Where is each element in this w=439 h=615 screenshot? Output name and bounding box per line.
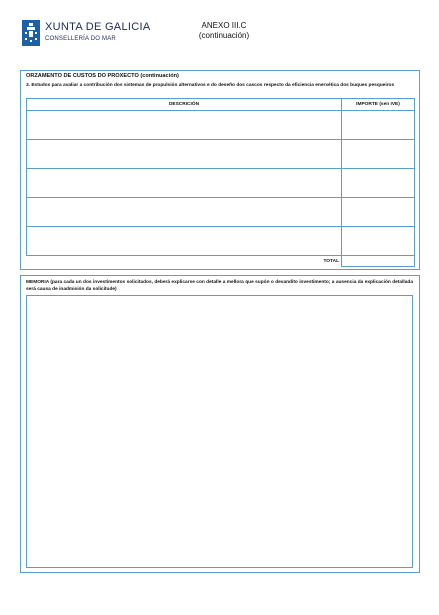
table-row — [27, 227, 415, 256]
brand-subtitle: CONSELLERÍA DO MAR — [45, 36, 116, 42]
table-row — [27, 140, 415, 169]
amount-cell[interactable] — [342, 198, 415, 227]
column-header-description: DESCRICIÓN — [27, 99, 342, 111]
costs-section-title: ORZAMENTO DE CUSTOS DO PROXECTO (continuación) — [26, 73, 179, 79]
table-row — [27, 111, 415, 140]
costs-table — [26, 98, 415, 267]
brand-block — [45, 21, 150, 42]
table-row — [27, 198, 415, 227]
memory-section — [20, 275, 420, 573]
costs-section-description: 3. Estudos para avaliar a contribución dos sistemas de propulsión alternativos e do deseño dos cascos respecto da eficiencia enerxética dos buques pesqueiros — [26, 83, 395, 88]
memory-label: MEMORIA — [26, 280, 50, 285]
description-cell[interactable] — [27, 111, 342, 140]
description-cell[interactable] — [27, 140, 342, 169]
description-cell[interactable] — [27, 198, 342, 227]
amount-cell[interactable] — [342, 169, 415, 198]
description-cell[interactable] — [27, 227, 342, 256]
annex-continuation: (continuación) — [198, 31, 250, 40]
description-cell[interactable] — [27, 169, 342, 198]
amount-cell[interactable] — [342, 111, 415, 140]
memory-instructions-text: (para cada un dos investimentos solicitados, deberá explicarse con detalle a mellora que supón o devandito investimento; a ausencia da explicación detallada será causa de inadmisión da solicitude) — [26, 280, 413, 292]
brand-title: XUNTA DE GALICIA — [45, 21, 151, 33]
amount-cell[interactable] — [342, 227, 415, 256]
total-label: TOTAL — [27, 256, 342, 267]
total-row — [27, 256, 415, 267]
column-header-amount: IMPORTE (sen IVE) — [342, 99, 415, 111]
memory-text-area[interactable] — [26, 295, 413, 568]
memory-instructions — [26, 279, 413, 293]
amount-cell[interactable] — [342, 140, 415, 169]
total-amount-cell[interactable] — [342, 256, 415, 267]
annex-title: ANEXO III.C — [201, 21, 247, 30]
table-row — [27, 169, 415, 198]
costs-table-header — [27, 99, 415, 111]
costs-section — [20, 70, 420, 270]
annex-heading — [192, 21, 256, 41]
xunta-logo-icon — [22, 20, 40, 46]
